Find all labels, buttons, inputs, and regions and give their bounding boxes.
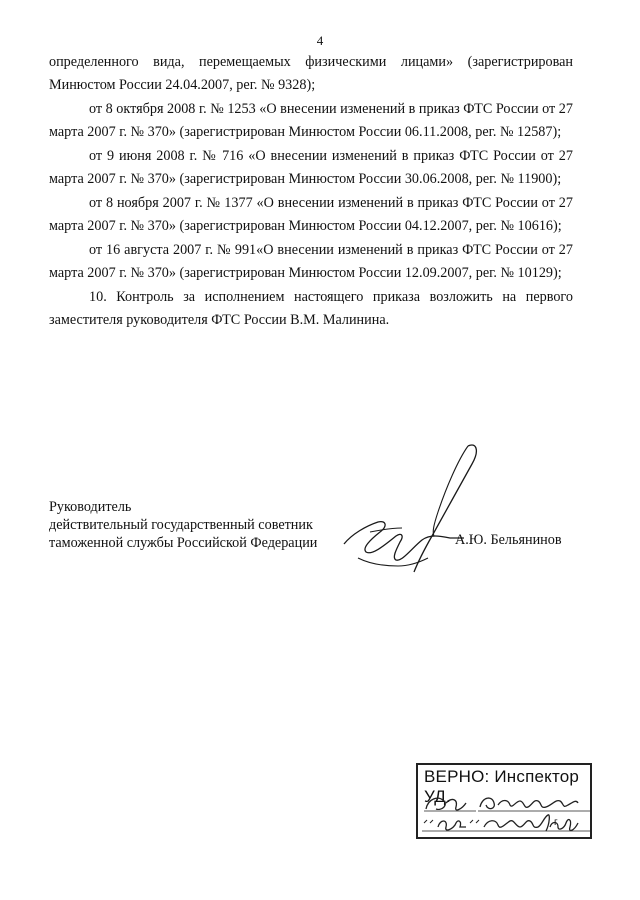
paragraph: от 8 ноября 2007 г. № 1377 «О внесении изменений в приказ ФТС России от 27 марта 2007 г. № 370» (зарегистрирован Минюстом России 04.12.2007, рег. № 10616); <box>49 195 573 234</box>
signature-block <box>49 498 317 552</box>
stamp-title: ВЕРНО: Инспектор УД. <box>424 767 580 806</box>
paragraph: от 8 октября 2008 г. № 1253 «О внесении изменений в приказ ФТС России от 27 марта 2007 г. № 370» (зарегистрирован Минюстом России 06.11.2008, рег. № 12587); <box>49 101 573 140</box>
paragraph: определенного вида, перемещаемых физическими лицами» (зарегистрирован Минюстом России 24.04.2007, рег. № 9328); <box>49 54 573 93</box>
signer-title-line: Руководитель <box>49 499 132 515</box>
paragraph: 10. Контроль за исполнением настоящего приказа возложить на первого заместителя руководителя ФТС России В.М. Малинина. <box>49 289 573 328</box>
stamp-handwriting <box>418 765 594 841</box>
signer-title-line: действительный государственный советник <box>49 517 313 533</box>
stamp-year-suffix: г <box>554 817 558 828</box>
signer-name: А.Ю. Бельянинов <box>455 532 562 548</box>
paragraph: от 16 августа 2007 г. № 991«О внесении изменений в приказ ФТС России от 27 марта 2007 г. № 370» (зарегистрирован Минюстом России 12.09.2007, рег. № 10129); <box>49 242 573 281</box>
paragraph: от 9 июня 2008 г. № 716 «О внесении изменений в приказ ФТС России от 27 марта 2007 г. № 370» (зарегистрирован Минюстом России 30.06.2008, рег. № 11900); <box>49 148 573 187</box>
document-body <box>49 51 573 333</box>
signer-title-line: таможенной службы Российской Федерации <box>49 535 318 551</box>
page-number: 4 <box>316 33 324 48</box>
handwritten-signature <box>340 440 490 580</box>
certification-stamp <box>416 763 592 839</box>
